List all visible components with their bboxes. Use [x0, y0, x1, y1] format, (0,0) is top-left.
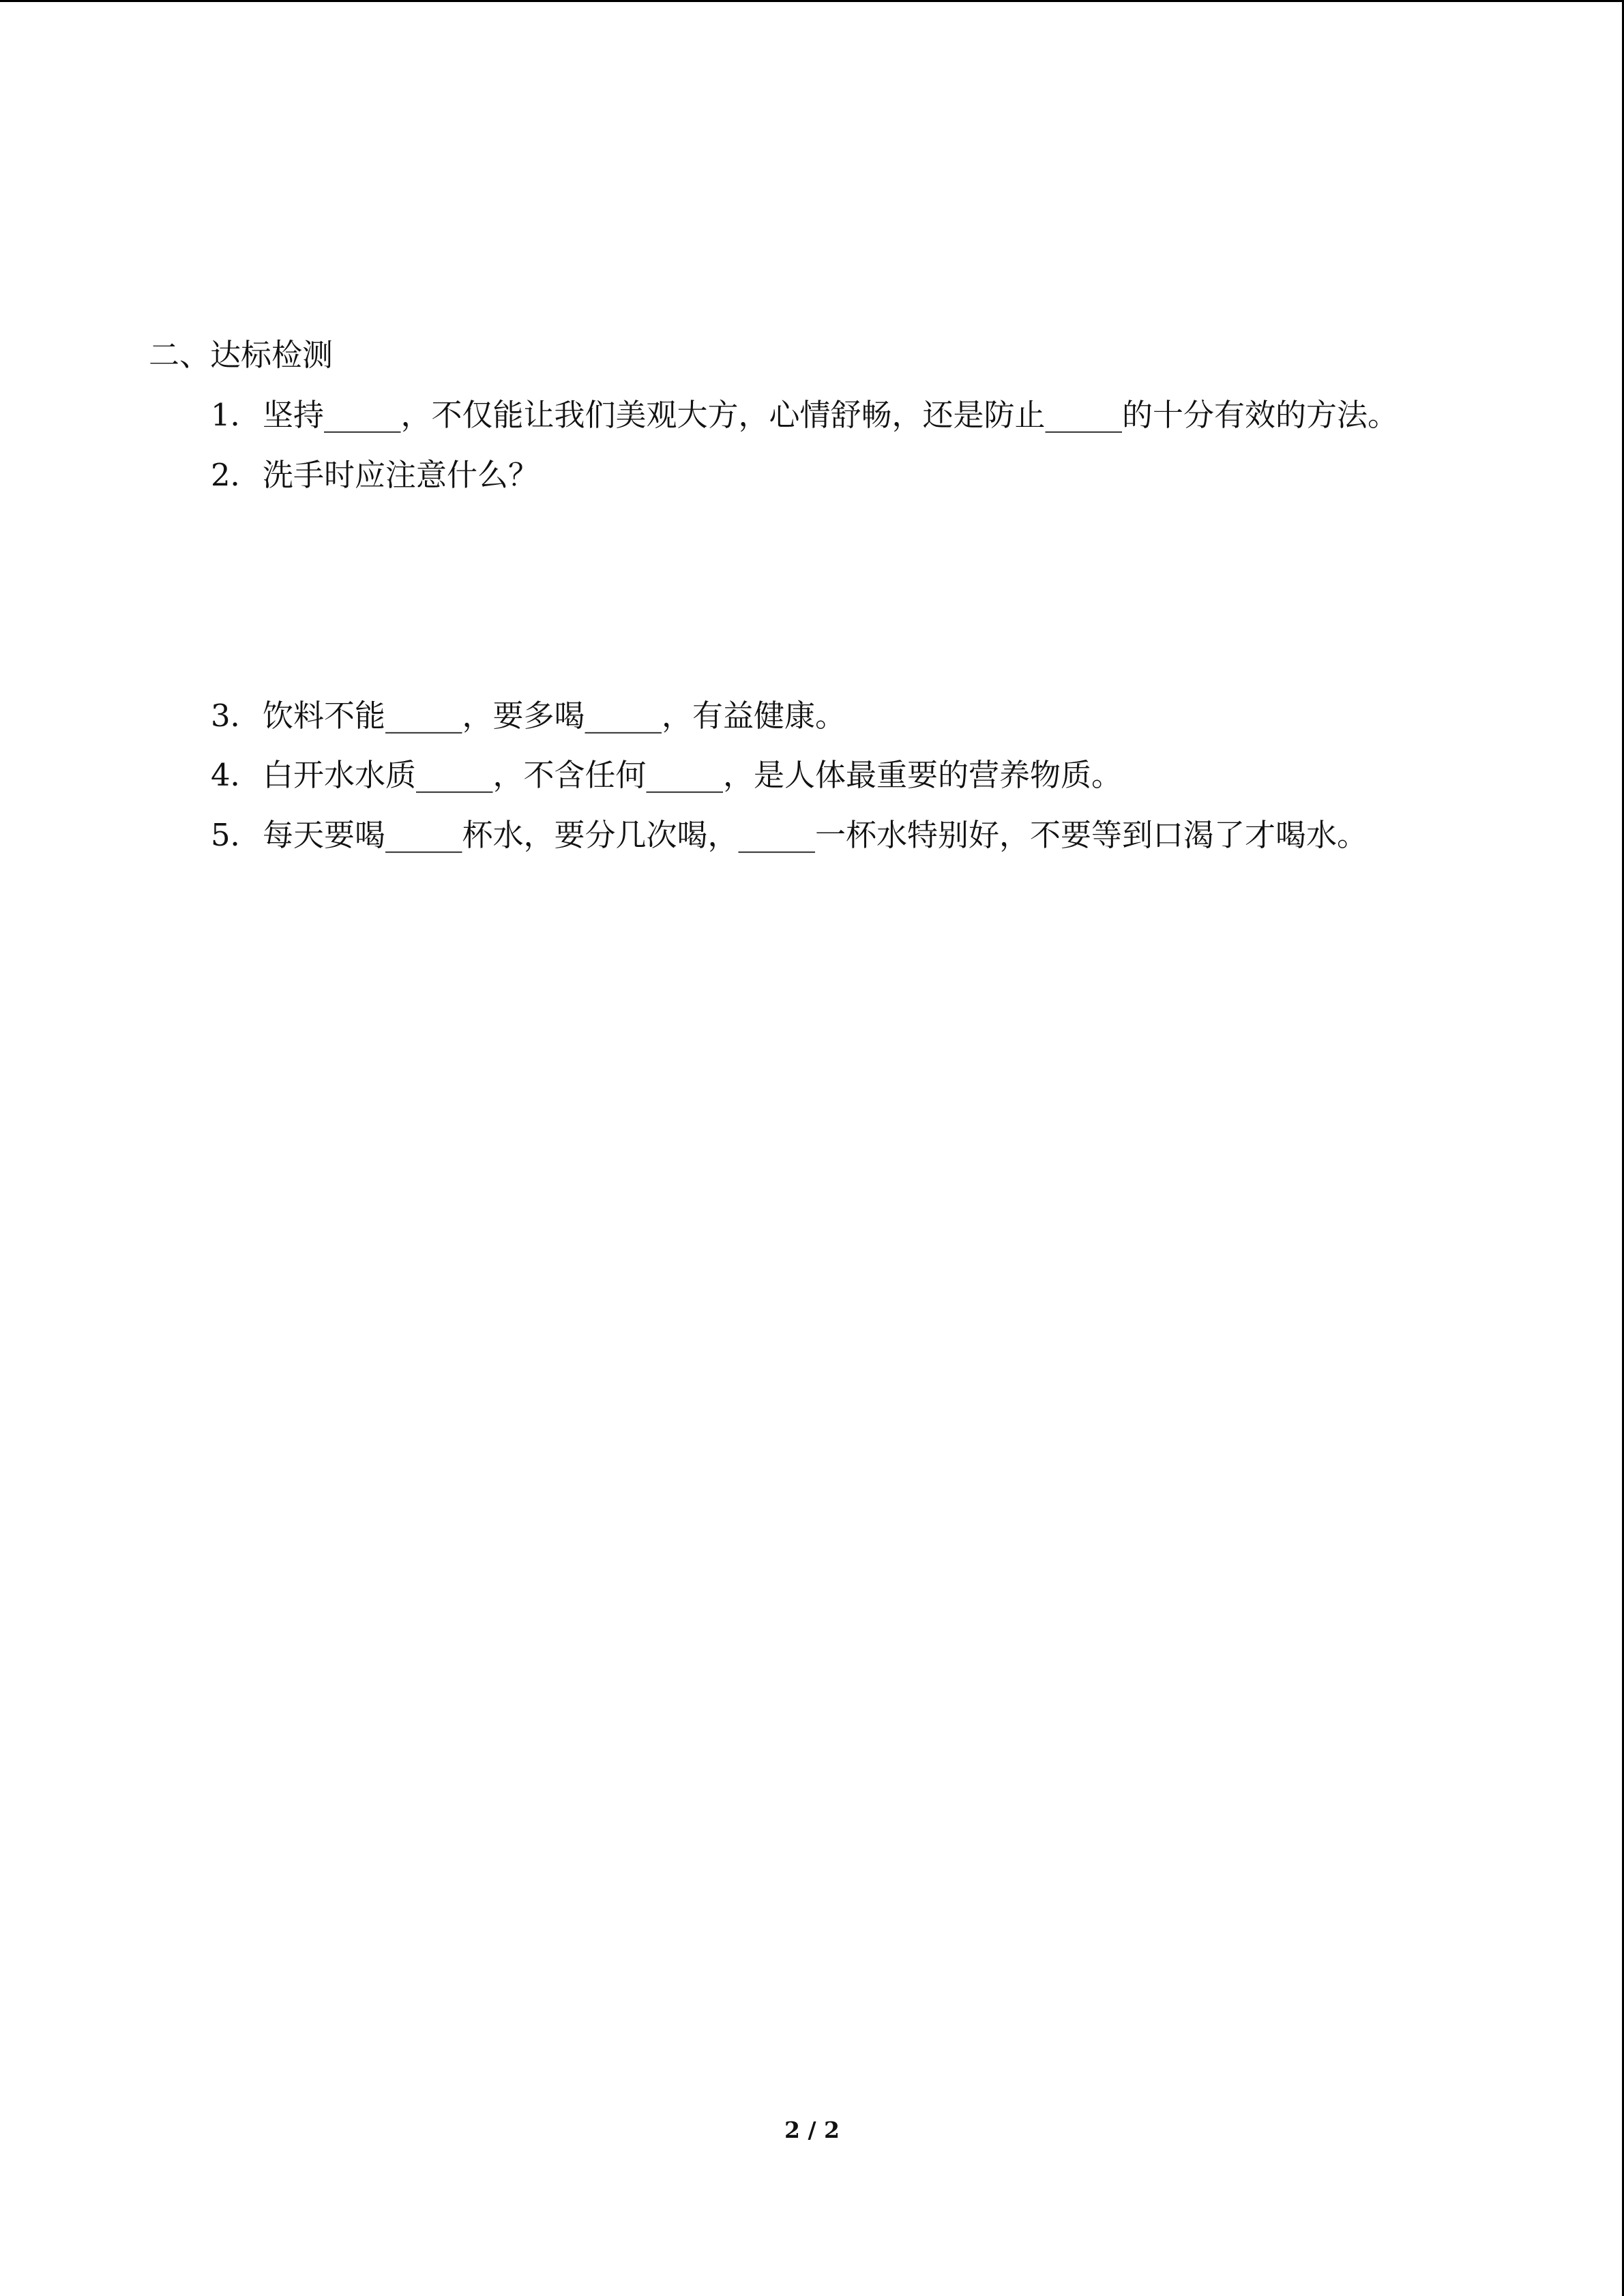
question-text: 饮料不能_____，要多喝_____，有益健康。 [263, 698, 846, 734]
question-number: 1． [211, 397, 261, 433]
question-text: 坚持_____，不仅能让我们美观大方，心情舒畅，还是防止_____的十分有效的方法。 [263, 397, 1399, 433]
question-5 [211, 813, 1368, 858]
section-heading: 二、达标检测 [149, 337, 334, 373]
top-border-line [0, 0, 1624, 2]
question-number: 4． [211, 757, 261, 793]
question-4 [211, 753, 1122, 798]
question-number: 3． [211, 698, 261, 734]
question-3 [211, 694, 846, 739]
question-2 [211, 453, 539, 498]
question-text: 洗手时应注意什么？ [263, 457, 540, 493]
question-text: 每天要喝_____杯水，要分几次喝，_____一杯水特别好，不要等到口渴了才喝水。 [263, 817, 1368, 853]
question-1 [211, 393, 1398, 438]
question-number: 2． [211, 457, 261, 493]
question-number: 5． [211, 817, 261, 853]
page-number: 2 / 2 [784, 2117, 840, 2143]
question-text: 白开水水质_____，不含任何_____，是人体最重要的营养物质。 [263, 757, 1123, 793]
